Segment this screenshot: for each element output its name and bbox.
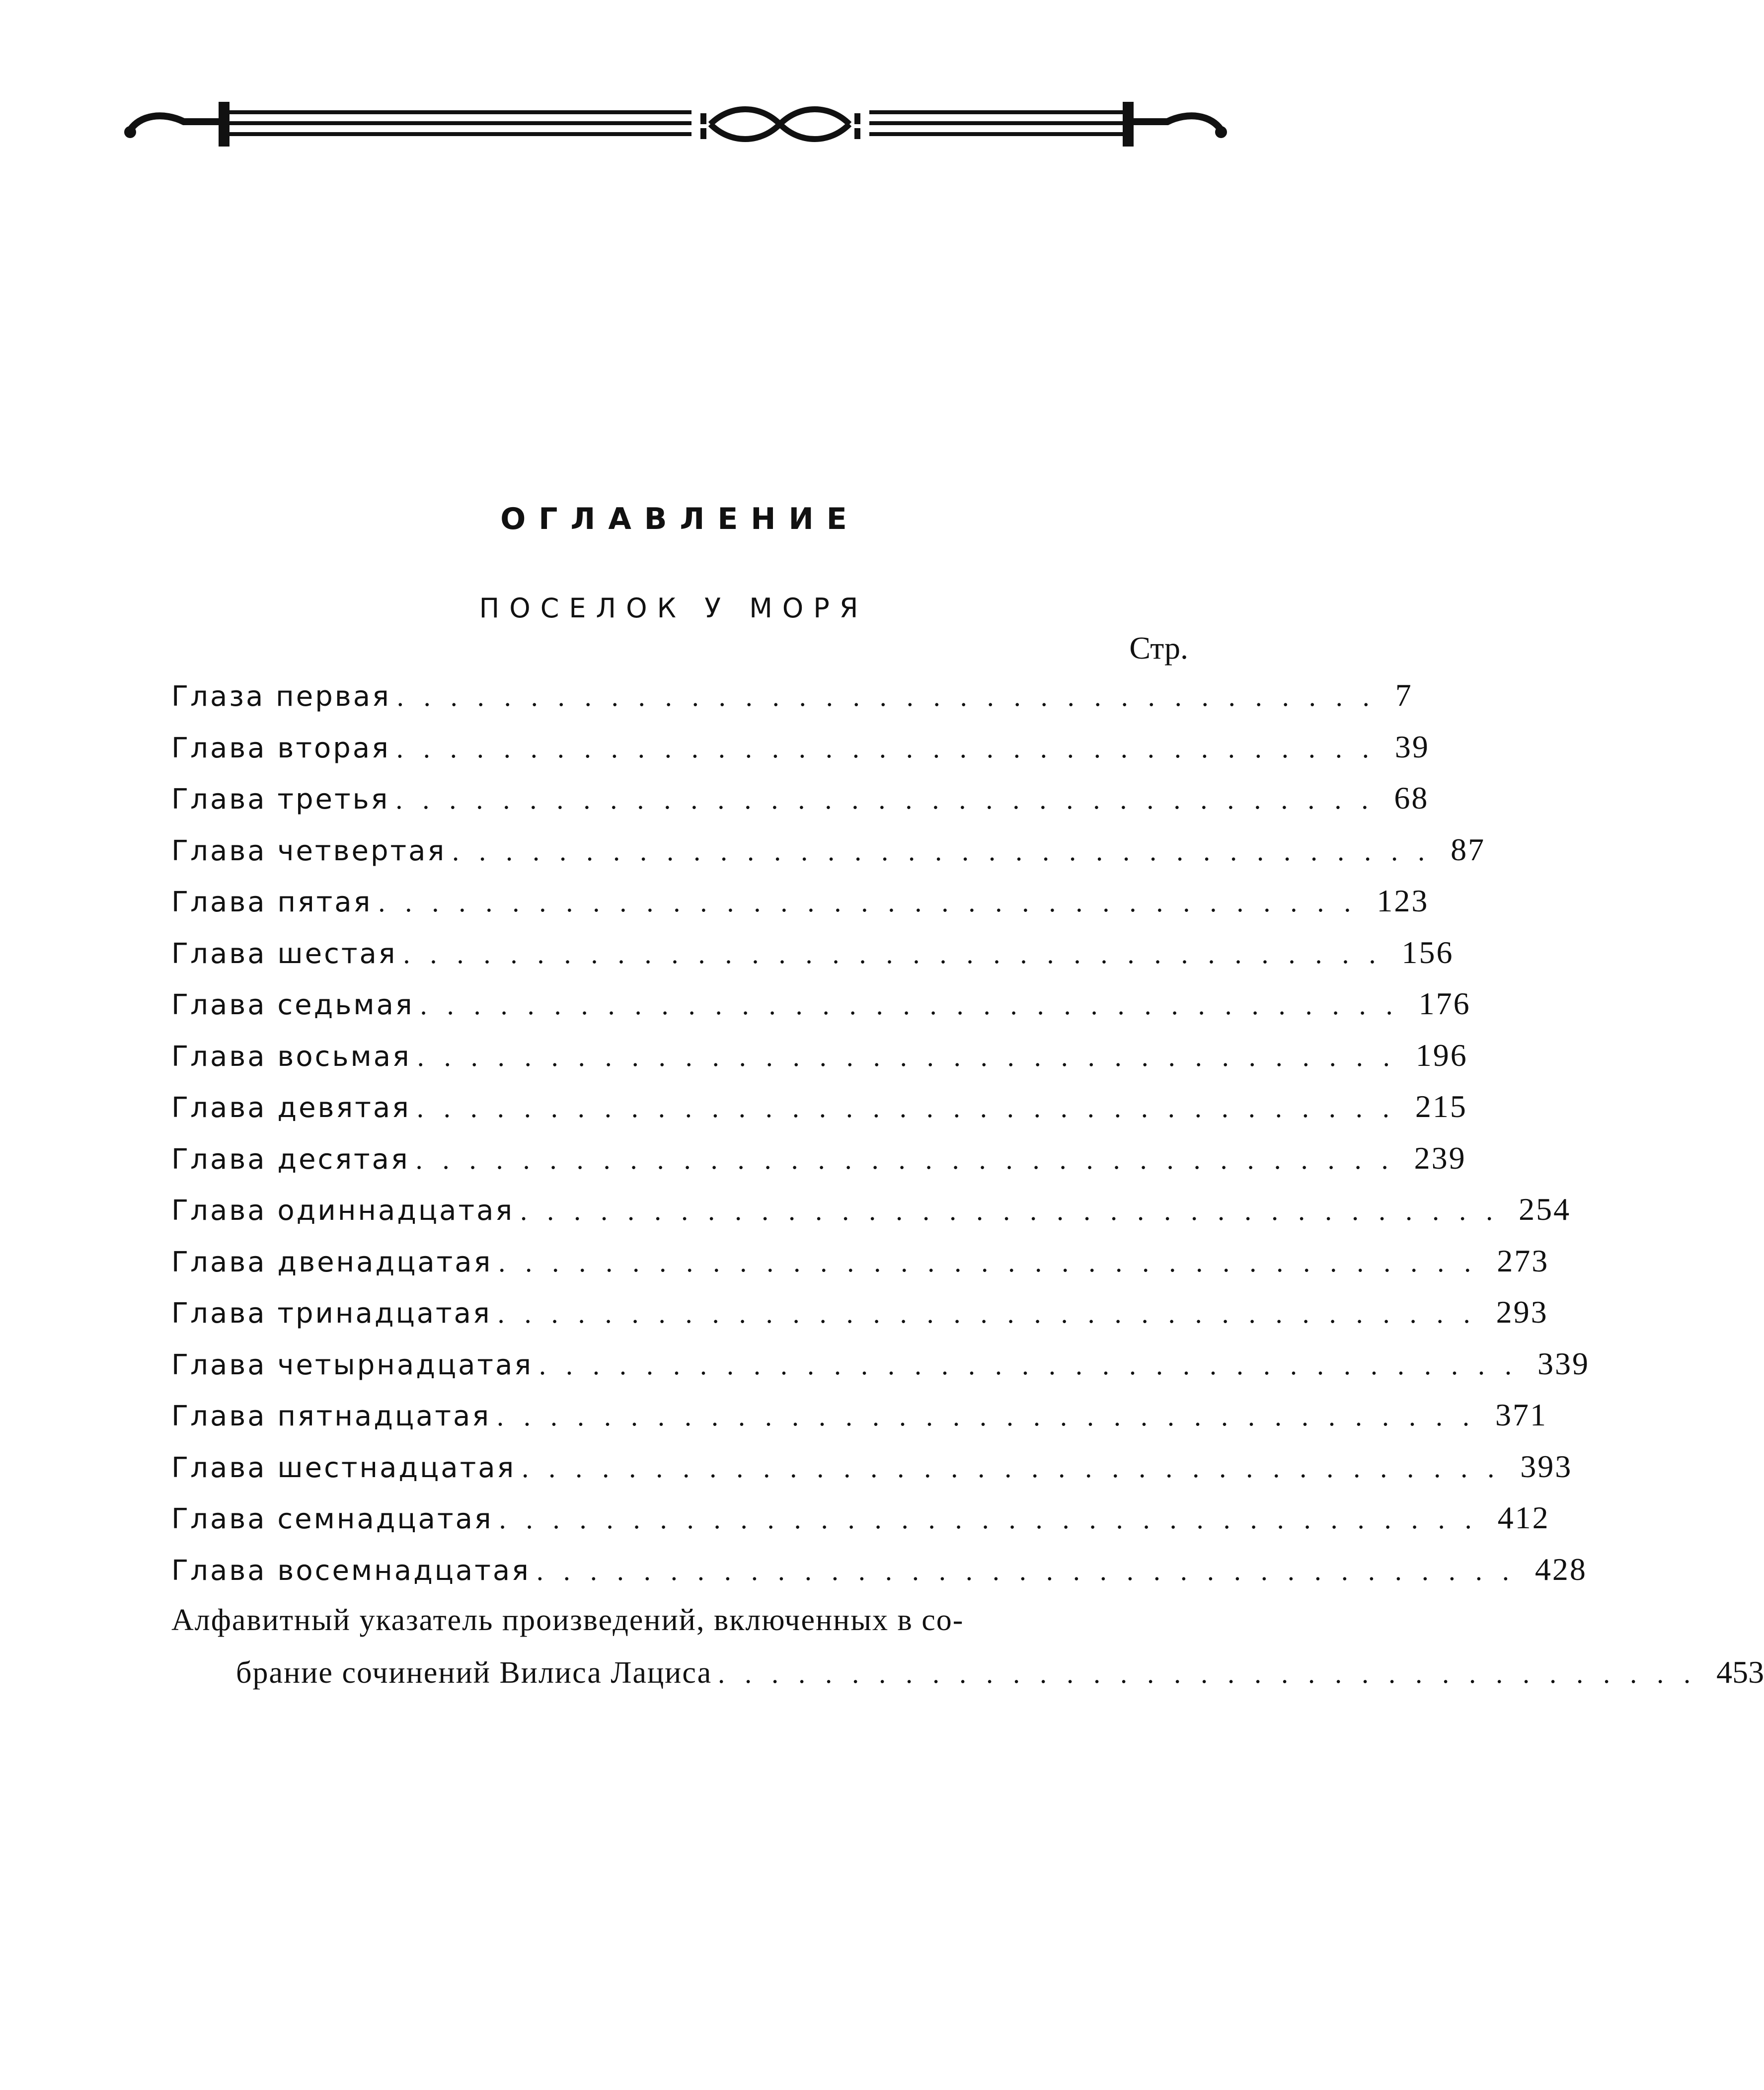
toc-entry[interactable] <box>171 1441 1573 1493</box>
dot-leader: ..................................... <box>718 1658 1711 1689</box>
dot-leader: ..................................... <box>520 1195 1513 1226</box>
entry-label-line2: брание сочинений Вилиса Лациса <box>236 1655 712 1690</box>
entry-page: 293 <box>1496 1294 1548 1330</box>
entry-label: Глава вторая <box>171 732 390 764</box>
toc-entry[interactable] <box>171 824 1486 876</box>
entry-page: 7 <box>1395 677 1413 713</box>
header-ornament <box>119 84 1232 159</box>
toc-entry[interactable] <box>171 1389 1548 1441</box>
toc-entry[interactable] <box>171 1132 1466 1184</box>
toc-entry[interactable] <box>171 978 1471 1030</box>
toc-entry[interactable] <box>171 1492 1550 1544</box>
entry-label: Глава десятая <box>171 1143 410 1176</box>
entry-label: Глава семнадцатая <box>171 1503 493 1535</box>
entry-page: 453 <box>1716 1654 1764 1690</box>
entry-page: 156 <box>1401 934 1454 970</box>
toc-entry[interactable] <box>171 1235 1549 1287</box>
entry-page: 196 <box>1415 1037 1468 1073</box>
entry-page: 412 <box>1497 1500 1550 1535</box>
entry-page: 254 <box>1519 1192 1571 1227</box>
dot-leader: ..................................... <box>497 1401 1490 1432</box>
entry-page: 123 <box>1377 883 1429 918</box>
dot-leader: ..................................... <box>416 1093 1409 1123</box>
dot-leader: ..................................... <box>417 1041 1410 1072</box>
entry-label: Глава восемнадцатая <box>171 1554 531 1587</box>
toc-entry[interactable] <box>171 927 1454 978</box>
toc-entry[interactable] <box>171 1286 1548 1338</box>
dot-leader: ..................................... <box>536 1555 1529 1586</box>
toc-entry[interactable] <box>171 875 1429 927</box>
entry-label: Глава четвертая <box>171 834 447 867</box>
dot-leader: ..................................... <box>420 990 1413 1021</box>
dot-leader: ..................................... <box>403 938 1396 970</box>
entry-page: 371 <box>1495 1397 1548 1432</box>
toc-entry[interactable] <box>171 1544 1587 1595</box>
entry-page: 339 <box>1537 1345 1590 1381</box>
toc-heading: ОГЛАВЛЕНИЕ <box>500 502 860 536</box>
entry-label: Глава восьмая <box>171 1040 411 1073</box>
entry-label: Глава двенадцатая <box>171 1246 493 1278</box>
entry-label: Глава седьмая <box>171 989 414 1021</box>
entry-label: Глава одиннадцатая <box>171 1194 515 1227</box>
table-of-contents <box>171 670 1764 1698</box>
entry-page: 39 <box>1394 729 1430 764</box>
entry-label: Глава тринадцатая <box>171 1297 492 1330</box>
dot-leader: ..................................... <box>498 1247 1491 1278</box>
entry-label: Глава пятая <box>171 886 373 918</box>
dot-leader: ..................................... <box>452 835 1445 867</box>
entry-page: 428 <box>1534 1551 1587 1587</box>
dot-leader: ..................................... <box>499 1504 1492 1535</box>
entry-page: 87 <box>1451 831 1486 867</box>
entry-page: 273 <box>1497 1243 1549 1278</box>
dot-leader: ..................................... <box>378 887 1371 918</box>
dot-leader: ..................................... <box>539 1349 1532 1381</box>
dot-leader: ..................................... <box>497 1298 1490 1329</box>
entry-label: Глава девятая <box>171 1092 411 1124</box>
toc-entry-index[interactable] <box>171 1595 1764 1698</box>
toc-entry[interactable] <box>171 670 1413 721</box>
entry-label: Глава пятнадцатая <box>171 1400 491 1432</box>
toc-entry[interactable] <box>171 1184 1571 1235</box>
entry-page: 215 <box>1415 1089 1467 1124</box>
toc-entry[interactable] <box>171 721 1430 773</box>
dot-leader: ..................................... <box>415 1144 1408 1175</box>
dot-leader: ..................................... <box>395 784 1388 815</box>
entry-page: 239 <box>1414 1140 1466 1176</box>
entry-label: Глава шестнадцатая <box>171 1451 516 1484</box>
toc-entry[interactable] <box>171 1030 1468 1081</box>
entry-label-line1: Алфавитный указатель произведений, включенных в со- <box>171 1603 964 1637</box>
dot-leader: ..................................... <box>396 681 1389 712</box>
toc-entry[interactable] <box>171 772 1429 824</box>
dot-leader: ..................................... <box>396 733 1389 764</box>
entry-label: Глава третья <box>171 783 390 816</box>
entry-page: 393 <box>1520 1448 1573 1484</box>
entry-page: 68 <box>1394 780 1429 816</box>
entry-label: Глаза первая <box>171 680 391 713</box>
toc-entry[interactable] <box>171 1338 1590 1390</box>
section-title: ПОСЕЛОК У МОРЯ <box>479 593 868 624</box>
entry-label: Глава шестая <box>171 937 397 970</box>
dot-leader: ..................................... <box>522 1452 1515 1484</box>
entry-page: 176 <box>1418 986 1471 1021</box>
page-column-header: Стр. <box>1129 630 1188 666</box>
entry-label: Глава четырнадцатая <box>171 1348 534 1381</box>
toc-entry[interactable] <box>171 1081 1467 1132</box>
